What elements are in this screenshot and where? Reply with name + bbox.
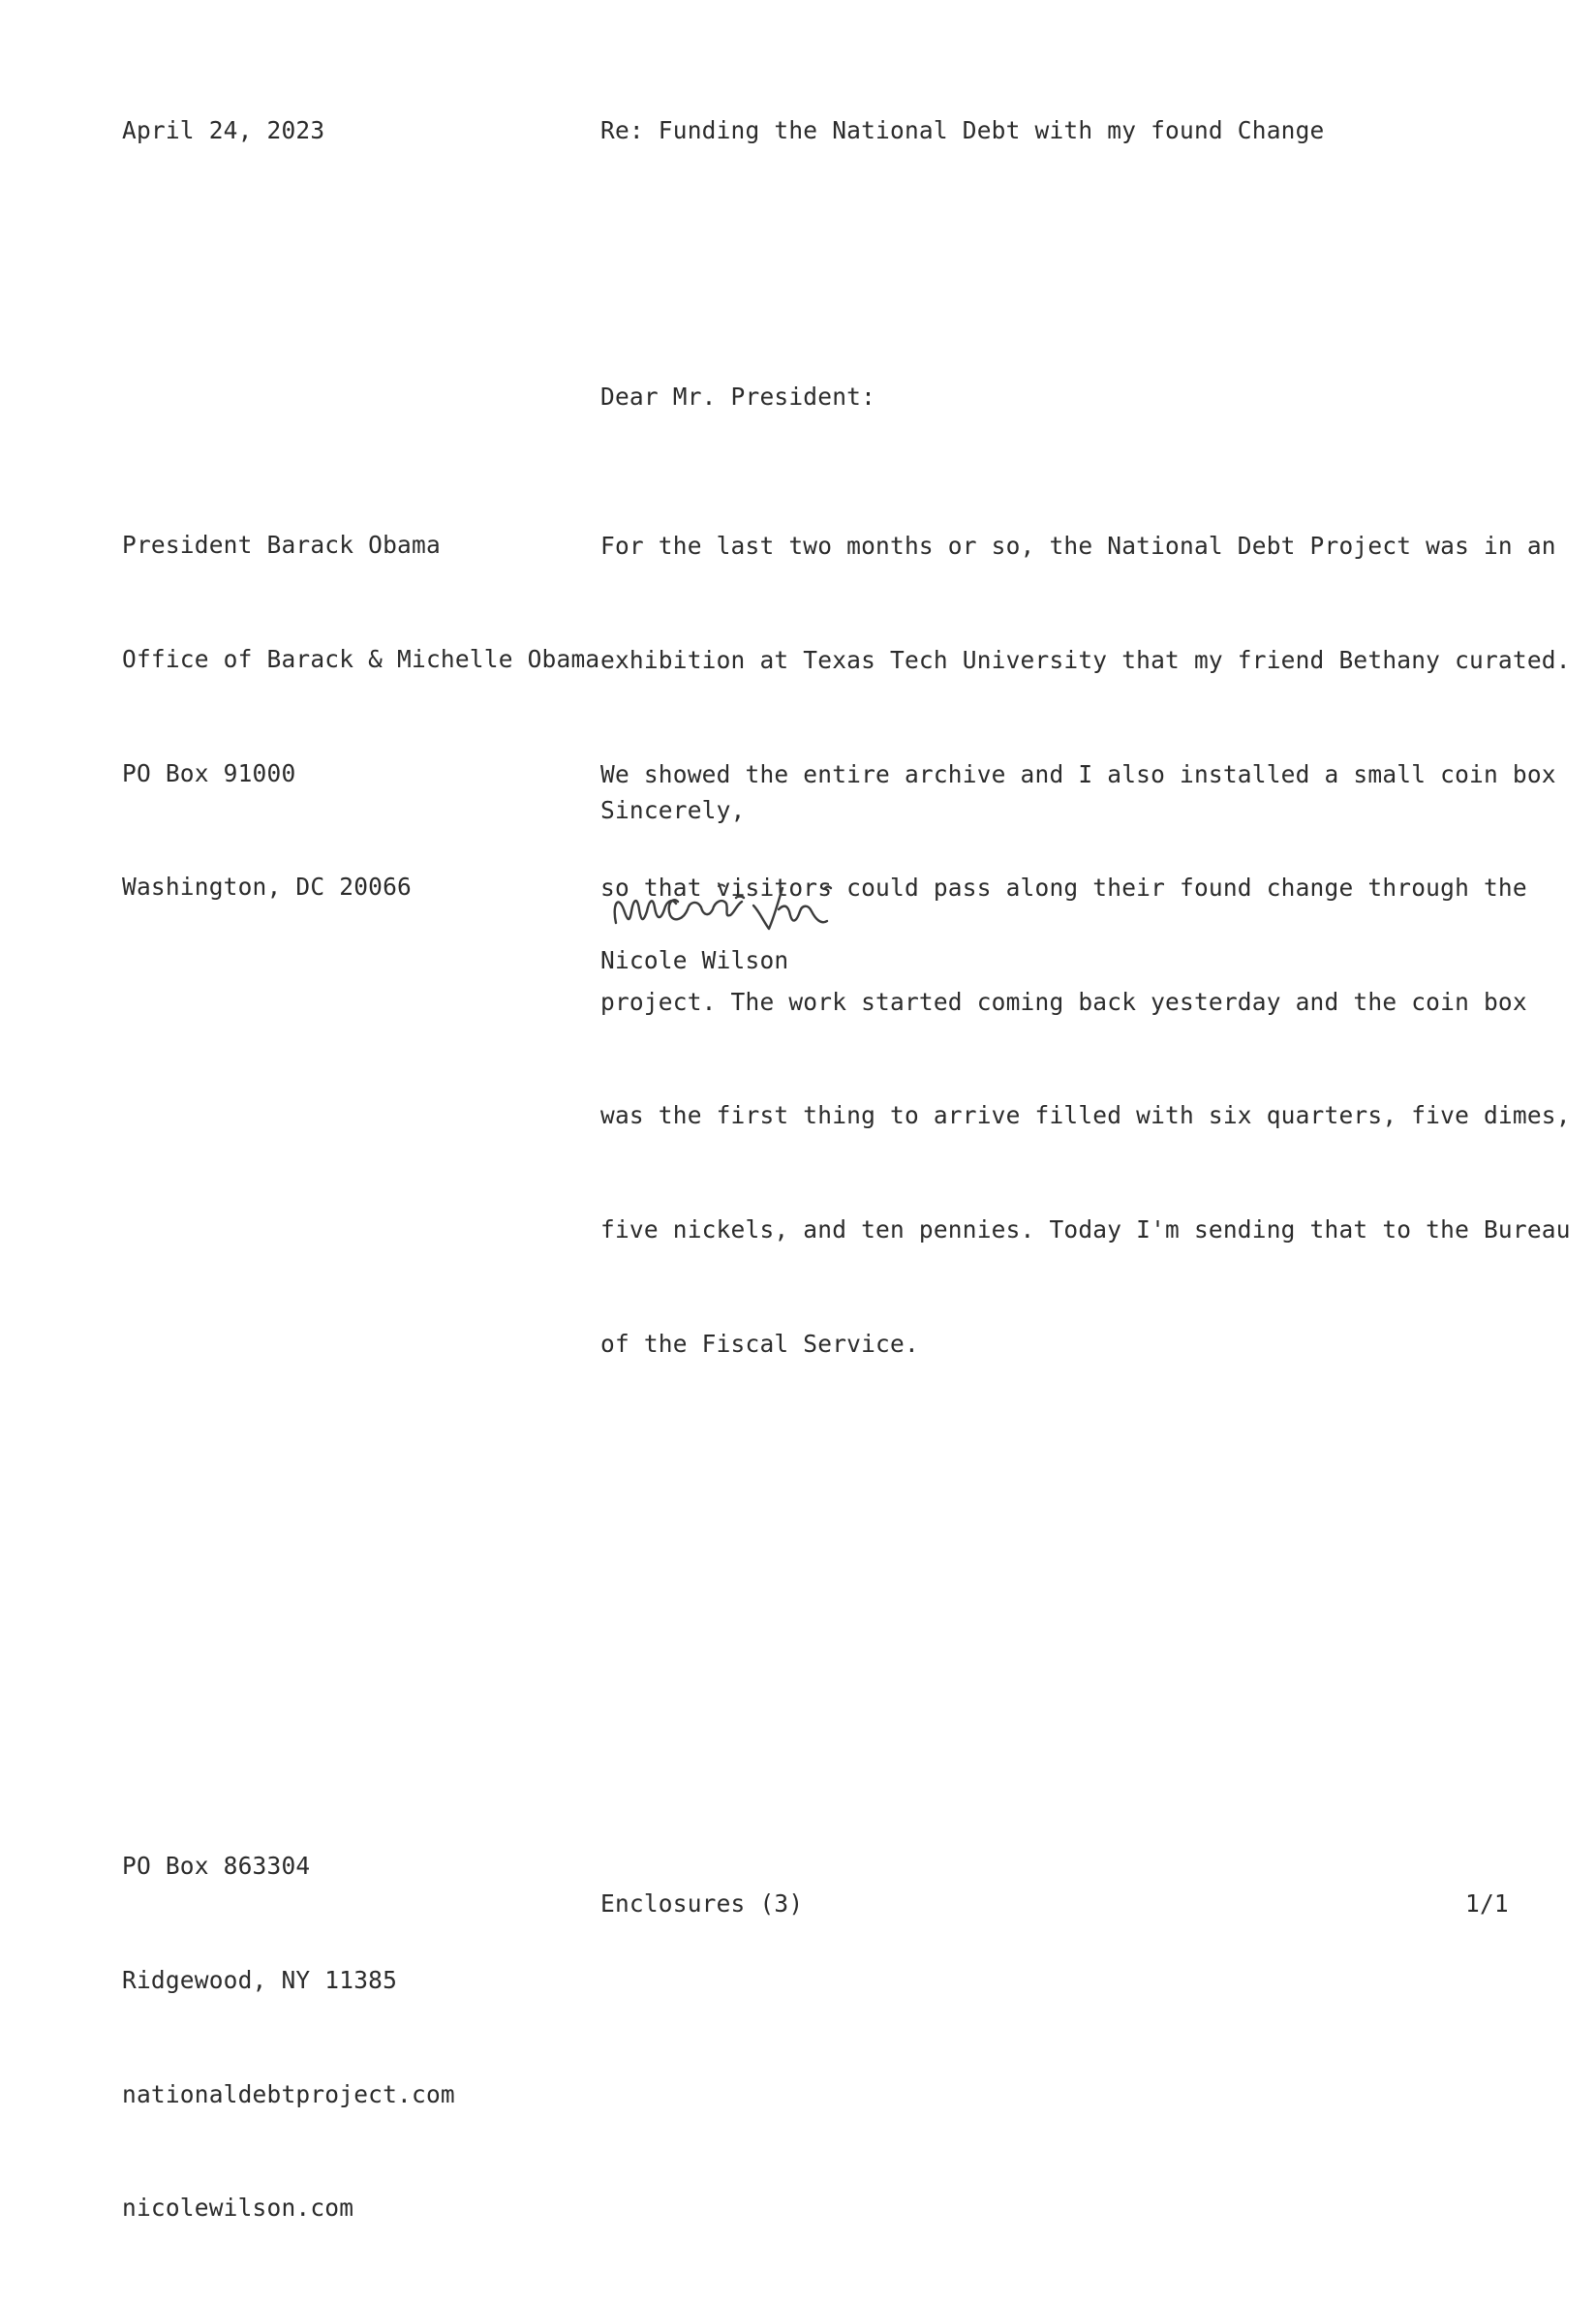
sender-address [122,1771,455,2303]
recipient-po-box: PO Box 91000 [122,758,296,787]
sender-website-project: nationaldebtproject.com [122,2079,455,2108]
sender-website-personal: nicolewilson.com [122,2194,354,2223]
sender-po-box: PO Box 863304 [122,1852,311,1881]
body-line: exhibition at Texas Tech University that my friend Bethany curated. [600,646,1571,675]
body-line: project. The work started coming back yesterday and the coin box [600,987,1527,1016]
body-line: For the last two months or so, the National Debt Project was in an [600,532,1556,561]
handwritten-signature [608,867,918,944]
body-line: five nickels, and ten pennies. Today I'm sending that to the Bureau [600,1215,1571,1244]
recipient-name: President Barack Obama [122,531,441,560]
body-line: of the Fiscal Service. [600,1329,919,1358]
letter-subject: Re: Funding the National Debt with my found Change [600,116,1325,144]
sender-city-state-zip: Ridgewood, NY 11385 [122,1966,398,1995]
signer-name: Nicole Wilson [600,946,789,974]
body-line: We showed the entire archive and I also installed a small coin box [600,759,1556,788]
body-line: was the first thing to arrive filled with six quarters, five dimes, [600,1101,1571,1130]
salutation: Dear Mr. President: [600,383,876,411]
body-line: so that visitors could pass along their found change through the [600,874,1527,903]
page-number: 1/1 [1465,1889,1509,1918]
recipient-city-state-zip: Washington, DC 20066 [122,873,413,902]
closing: Sincerely, [600,796,746,824]
letter-date: April 24, 2023 [122,116,325,144]
recipient-office: Office of Barack & Michelle Obama [122,645,600,674]
recipient-address [122,450,599,982]
enclosures-note: Enclosures (3) [600,1889,804,1918]
